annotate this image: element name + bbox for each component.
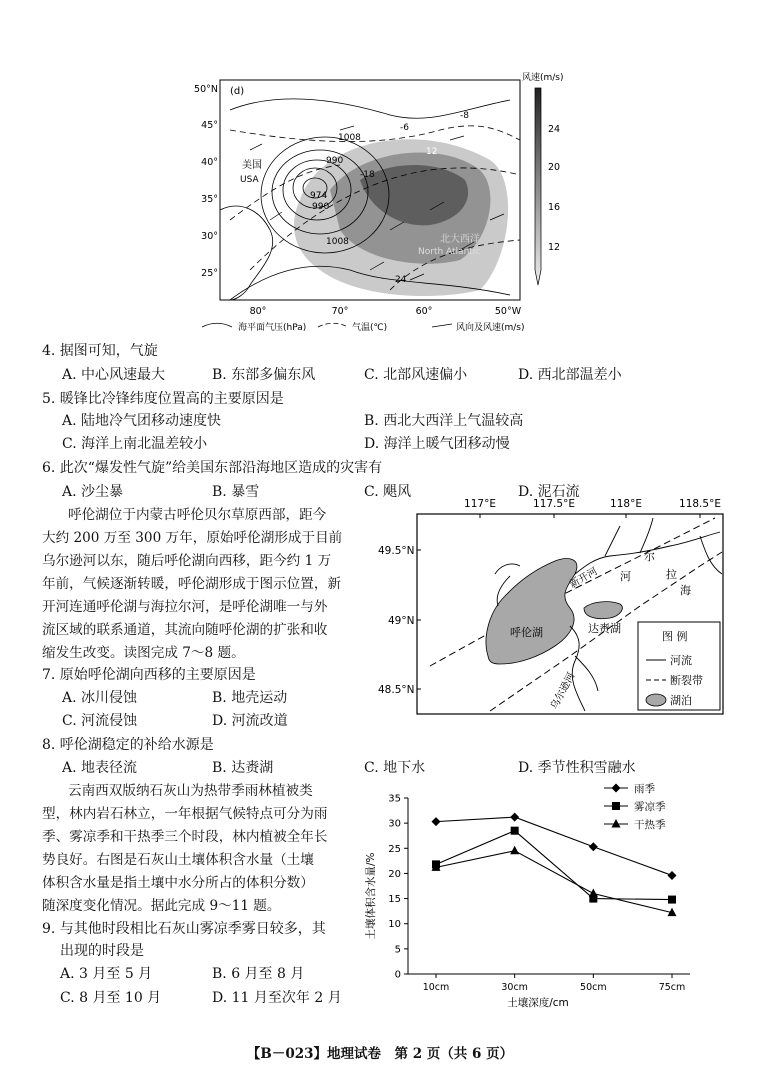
colorbar-tick: 24 <box>548 124 561 135</box>
passage-line: 云南西双版纳石灰山为热带季雨林植被类 <box>68 783 313 799</box>
legend-marker <box>612 784 621 793</box>
data-point <box>589 889 598 898</box>
q6-option-c: C. 飓风 <box>364 484 412 500</box>
temp-label: 12 <box>426 147 438 157</box>
q5-option-d: D. 海洋上暖气团移动慢 <box>364 436 510 452</box>
y-tick-label: 20 <box>388 868 401 880</box>
q8-option-a: A. 地表径流 <box>62 760 138 776</box>
q9-option-d: D. 11 月至次年 2 月 <box>212 990 342 1006</box>
legend-lake: 湖泊 <box>670 694 692 707</box>
legend-label: 风向及风速(m/s) <box>456 323 525 333</box>
question-6-stem: 6. 此次“爆发性气旋”给美国东部沿海地区造成的灾害有 <box>42 460 383 476</box>
x-tick-label: 50cm <box>580 982 607 993</box>
q4-option-a: A. 中心风速最大 <box>62 367 166 383</box>
question-8-stem: 8. 呼伦湖稳定的补给水源是 <box>42 737 214 753</box>
temp-label: -6 <box>400 123 409 133</box>
place-label: USA <box>240 175 259 185</box>
y-tick-label: 5 <box>394 944 401 956</box>
cyclone-map <box>190 70 570 345</box>
passage-line: 缩发生改变。读图完成 7～8 题。 <box>42 645 245 661</box>
q6-option-d: D. 泥石流 <box>518 484 580 500</box>
colorbar-title: 风速(m/s) <box>522 73 564 83</box>
data-point <box>668 896 676 904</box>
hulun-lake-figure <box>370 496 730 720</box>
legend-marker <box>612 819 621 828</box>
colorbar <box>535 88 541 285</box>
data-point <box>510 846 519 855</box>
legend-label: 雾凉季 <box>634 801 666 813</box>
data-point <box>432 817 441 826</box>
pressure-label: 1008 <box>326 237 349 247</box>
passage-line: 型，林内岩石林立，一年根据气候特点可分为雨 <box>42 806 328 822</box>
y-tick-label: 35 <box>388 793 401 805</box>
question-9-stem: 9. 与其他时段相比石灰山雾凉季雾日较多，其 <box>42 921 326 937</box>
x-axis-title: 土壤深度/cm <box>507 997 569 1009</box>
x-tick-label: 30cm <box>501 982 528 993</box>
pressure-label: 990 <box>326 156 344 166</box>
y-tick-label: 30 <box>388 818 401 830</box>
river-label-hailaer: 尔 <box>644 550 655 563</box>
cyclone-figure <box>190 70 570 345</box>
data-point <box>511 827 519 835</box>
passage-line: 势良好。右图是石灰山土壤体积含水量（土壤 <box>42 852 314 868</box>
series-line <box>436 831 672 900</box>
y-tick-label: 10 <box>388 919 401 931</box>
y-axis-title: 土壤体积含水量/% <box>365 852 377 940</box>
temp-label: 24 <box>395 275 407 285</box>
passage-line: 体积含水量是指土壤中水分所占的体积分数） <box>42 875 314 891</box>
lat-label: 50°N <box>194 84 218 95</box>
panel-label: (d) <box>230 86 245 97</box>
lat-label: 45° <box>201 120 218 131</box>
lake-label-hulun: 呼伦湖 <box>510 626 543 639</box>
passage-line: 年前，气候逐渐转暖，呼伦湖形成于图示位置，新 <box>42 576 342 592</box>
q5-option-a: A. 陆地冷气团移动速度快 <box>62 413 222 429</box>
lat-label: 49°N <box>388 615 415 627</box>
x-tick-label: 10cm <box>422 982 450 993</box>
pressure-label: 1008 <box>338 133 361 143</box>
q9-option-a: A. 3 月至 5 月 <box>60 966 153 982</box>
q9-option-c: C. 8 月至 10 月 <box>60 990 162 1006</box>
river-label-hailaer: 河 <box>620 570 631 583</box>
lat-label: 40° <box>201 157 218 168</box>
q5-option-c: C. 海洋上南北温差较小 <box>62 436 208 452</box>
lat-label: 25° <box>201 268 218 279</box>
question-4-stem: 4. 据图可知，气旋 <box>42 343 158 359</box>
chart-svg <box>360 776 740 1012</box>
q7-option-d: D. 河流改道 <box>212 713 288 729</box>
legend-title: 图 例 <box>662 630 688 643</box>
lat-label: 35° <box>201 194 218 205</box>
lake-label-dalai: 达赉湖 <box>588 622 621 635</box>
q8-option-b: B. 达赉湖 <box>212 760 274 776</box>
passage-line: 乌尔逊河以东，随后呼伦湖向西移，距今约 1 万 <box>42 553 332 569</box>
river-label-xinkai: 新开河 <box>568 566 600 591</box>
q6-option-a: A. 沙尘暴 <box>62 484 124 500</box>
question-7-stem: 7. 原始呼伦湖向西移的主要原因是 <box>42 667 256 683</box>
lon-label: 50°W <box>494 306 522 317</box>
place-label: 美国 <box>242 160 262 171</box>
data-point <box>510 813 519 822</box>
passage-line: 大约 200 万至 300 万年，原始呼伦湖形成于目前 <box>42 530 343 546</box>
q4-option-d: D. 西北部温差小 <box>518 367 622 383</box>
page-footer: 【B－023】地理试卷 第 2 页（共 6 页） <box>246 1046 514 1062</box>
legend-river: 河流 <box>670 654 692 667</box>
series-line <box>436 851 672 913</box>
hulun-lake-map <box>370 496 730 720</box>
data-point <box>668 871 677 880</box>
q7-option-c: C. 河流侵蚀 <box>62 713 138 729</box>
y-tick-label: 15 <box>388 894 401 906</box>
lat-label: 48.5°N <box>378 684 415 696</box>
q8-option-c: C. 地下水 <box>364 760 426 776</box>
colorbar-tick: 20 <box>548 162 561 173</box>
q7-option-b: B. 地壳运动 <box>212 690 288 706</box>
y-tick-label: 0 <box>394 969 401 981</box>
question-5-stem: 5. 暖锋比冷锋纬度位置高的主要原因是 <box>42 391 284 407</box>
colorbar-tick: 16 <box>548 202 561 213</box>
passage-line: 呼伦湖位于内蒙古呼伦贝尔草原西部，距今 <box>68 507 327 523</box>
y-tick-label: 25 <box>388 843 401 855</box>
soil-moisture-chart <box>360 776 740 1012</box>
q4-option-b: B. 东部多偏东风 <box>212 367 316 383</box>
lon-label: 80° <box>249 306 267 317</box>
lat-label: 30° <box>201 231 218 242</box>
lon-label: 118.5°E <box>679 498 721 510</box>
data-point <box>589 842 598 851</box>
temp-label: -18 <box>360 170 375 180</box>
x-tick-label: 75cm <box>658 982 686 993</box>
passage-line: 开河连通呼伦湖与海拉尔河，是呼伦湖唯一与外 <box>42 599 328 615</box>
q9-option-b: B. 6 月至 8 月 <box>212 966 305 982</box>
passage-line: 季、雾凉季和干热季三个时段，林内植被全年长 <box>42 829 328 845</box>
temp-label: -8 <box>460 111 469 121</box>
place-label: North Atlantic <box>418 247 481 257</box>
q8-option-d: D. 季节性积雪融水 <box>518 760 636 776</box>
lon-label: 70° <box>331 306 349 317</box>
passage-line: 随深度变化情况。据此完成 9～11 题。 <box>42 898 281 914</box>
lon-label: 60° <box>415 306 433 317</box>
q5-option-b: B. 西北大西洋上气温较高 <box>364 413 524 429</box>
passage-line: 流区域的联系通道，其流向随呼伦湖的扩张和收 <box>42 622 328 638</box>
lon-label: 117°E <box>464 498 496 510</box>
river-label-hailaer: 海 <box>680 584 691 597</box>
q7-option-a: A. 冰川侵蚀 <box>62 690 138 706</box>
legend-label: 气温(℃) <box>352 323 388 333</box>
lon-label: 118°E <box>610 498 642 510</box>
lat-label: 49.5°N <box>378 545 415 557</box>
river-label-wuerxun: 乌尔逊河 <box>548 670 578 712</box>
legend-label: 雨季 <box>634 783 655 795</box>
river-label-hailaer: 拉 <box>666 568 677 581</box>
pressure-label: 974 <box>310 191 328 201</box>
legend-fault: 断裂带 <box>670 674 703 687</box>
pressure-label: 990 <box>312 202 330 212</box>
q6-option-b: B. 暴雪 <box>212 484 260 500</box>
colorbar-tick: 12 <box>548 242 561 253</box>
lon-label: 117.5°E <box>533 498 575 510</box>
q4-option-c: C. 北部风速偏小 <box>364 367 468 383</box>
legend-marker <box>612 802 620 810</box>
place-label: 北大西洋 <box>440 234 480 245</box>
legend-label: 海平面气压(hPa) <box>238 323 307 333</box>
legend-label: 干热季 <box>634 819 666 831</box>
question-9-stem-cont: 出现的时段是 <box>60 943 144 959</box>
